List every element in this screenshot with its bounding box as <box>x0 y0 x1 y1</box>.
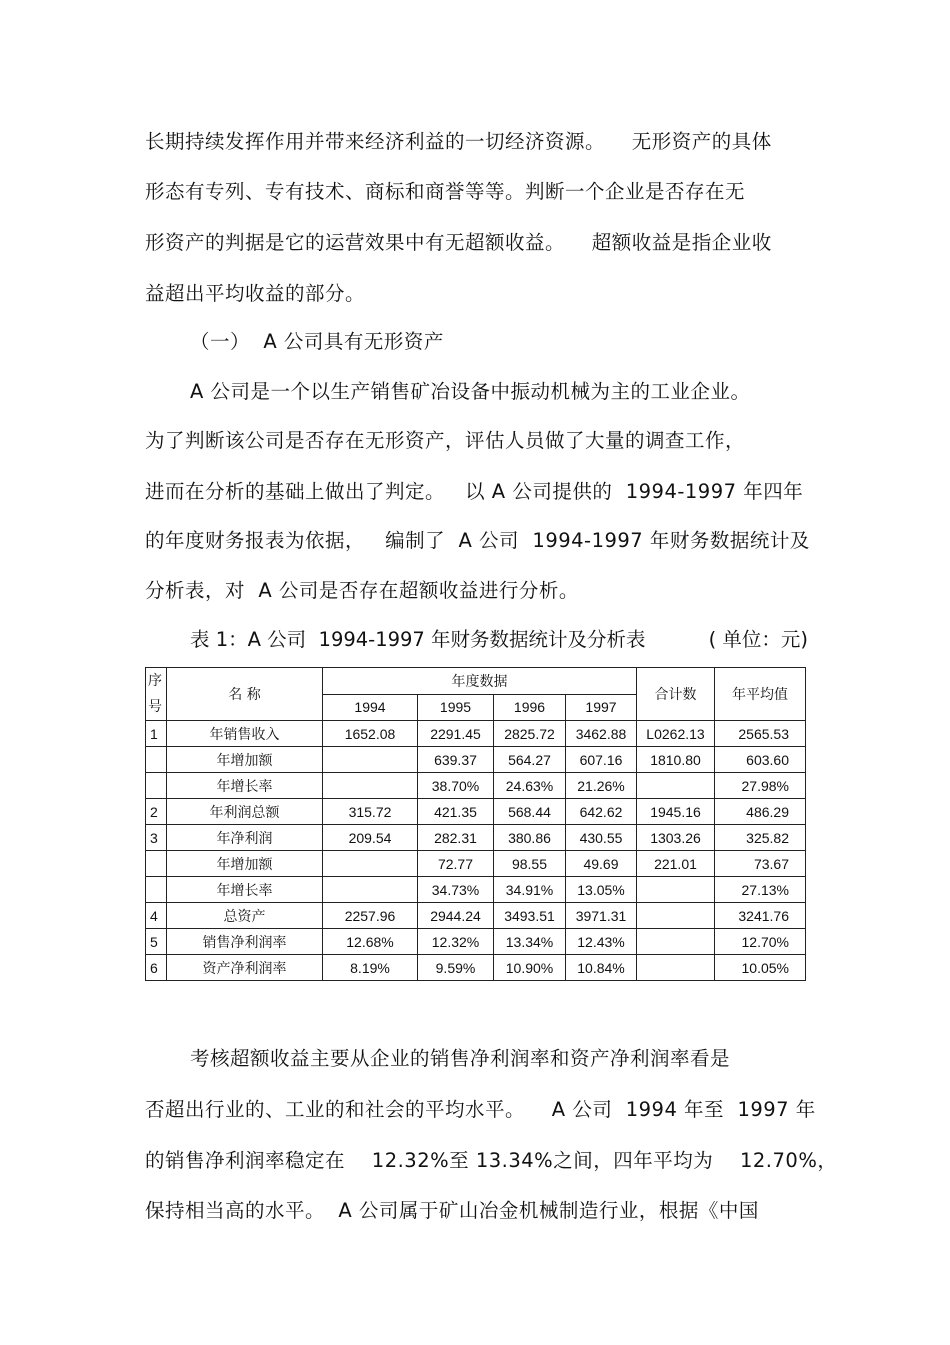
cell-1995: 12.32% <box>418 929 494 955</box>
header-year: 1996 <box>494 694 566 721</box>
cell-1997: 642.62 <box>566 799 637 825</box>
cell-total <box>637 955 715 981</box>
cell-1997: 10.84% <box>566 955 637 981</box>
row-index: 5 <box>146 929 167 955</box>
cell-average: 27.13% <box>715 877 806 903</box>
row-name: 年利润总额 <box>167 799 323 825</box>
cell-1995: 34.73% <box>418 877 494 903</box>
header-seq: 序 号 <box>146 668 167 721</box>
table-row <box>146 929 806 955</box>
row-index <box>146 851 167 877</box>
cell-1994 <box>323 877 418 903</box>
table-row <box>146 903 806 929</box>
header-year: 1994 <box>323 694 418 721</box>
cell-1994: 209.54 <box>323 825 418 851</box>
cell-1995: 639.37 <box>418 747 494 773</box>
cell-1995: 9.59% <box>418 955 494 981</box>
header-year: 1995 <box>418 694 494 721</box>
row-name: 资产净利润率 <box>167 955 323 981</box>
body-text-line: 益超出平均收益的部分。 <box>145 282 366 305</box>
cell-average: 27.98% <box>715 773 806 799</box>
cell-1997: 49.69 <box>566 851 637 877</box>
cell-1996: 2825.72 <box>494 721 566 747</box>
cell-average: 12.70% <box>715 929 806 955</box>
cell-1997: 12.43% <box>566 929 637 955</box>
cell-average: 3241.76 <box>715 903 806 929</box>
row-index: 6 <box>146 955 167 981</box>
cell-1995: 2944.24 <box>418 903 494 929</box>
cell-average: 10.05% <box>715 955 806 981</box>
body-text-line: 考核超额收益主要从企业的销售净利润率和资产净利润率看是 <box>190 1047 731 1070</box>
cell-total <box>637 929 715 955</box>
cell-1997: 13.05% <box>566 877 637 903</box>
section-heading: （一） A 公司具有无形资产 <box>190 330 444 353</box>
cell-total: 1945.16 <box>637 799 715 825</box>
table-caption: 表 1：A 公司 1994-1997 年财务数据统计及分析表 <box>190 628 646 651</box>
header-year: 1997 <box>566 694 637 721</box>
cell-average: 486.29 <box>715 799 806 825</box>
body-text-line: 长期持续发挥作用并带来经济利益的一切经济资源。 无形资产的具体 <box>145 130 772 153</box>
cell-1997: 607.16 <box>566 747 637 773</box>
cell-1995: 2291.45 <box>418 721 494 747</box>
cell-1996: 24.63% <box>494 773 566 799</box>
row-name: 年销售收入 <box>167 721 323 747</box>
header-name: 名 称 <box>167 668 323 721</box>
cell-1995: 38.70% <box>418 773 494 799</box>
row-index <box>146 877 167 903</box>
table-unit: ( 单位：元) <box>708 628 808 651</box>
cell-1996: 13.34% <box>494 929 566 955</box>
cell-total <box>637 877 715 903</box>
row-name: 销售净利润率 <box>167 929 323 955</box>
cell-1994 <box>323 747 418 773</box>
body-text-line: 否超出行业的、工业的和社会的平均水平。 A 公司 1994 年至 1997 年 <box>145 1098 816 1121</box>
cell-1994: 1652.08 <box>323 721 418 747</box>
cell-total: 1810.80 <box>637 747 715 773</box>
body-text-line: 为了判断该公司是否存在无形资产，评估人员做了大量的调查工作， <box>145 429 746 452</box>
table-row <box>146 955 806 981</box>
cell-1994: 12.68% <box>323 929 418 955</box>
row-index: 4 <box>146 903 167 929</box>
table-row <box>146 851 806 877</box>
cell-total <box>637 773 715 799</box>
cell-1996: 380.86 <box>494 825 566 851</box>
cell-1995: 282.31 <box>418 825 494 851</box>
header-years: 年度数据 <box>323 668 637 695</box>
cell-average: 2565.53 <box>715 721 806 747</box>
row-index: 1 <box>146 721 167 747</box>
row-index <box>146 773 167 799</box>
table-row <box>146 721 806 747</box>
table-row <box>146 799 806 825</box>
cell-1996: 564.27 <box>494 747 566 773</box>
table-row <box>146 773 806 799</box>
body-text-line: 进而在分析的基础上做出了判定。 以 A 公司提供的 1994-1997 年四年 <box>145 480 804 503</box>
cell-average: 73.67 <box>715 851 806 877</box>
financial-table <box>145 667 806 981</box>
body-text-line: 的年度财务报表为依据， 编制了 A 公司 1994-1997 年财务数据统计及 <box>145 529 810 552</box>
cell-1996: 10.90% <box>494 955 566 981</box>
header-average: 年平均值 <box>715 668 806 721</box>
cell-total: 1303.26 <box>637 825 715 851</box>
cell-1996: 568.44 <box>494 799 566 825</box>
row-name: 年增加额 <box>167 747 323 773</box>
row-name: 总资产 <box>167 903 323 929</box>
cell-1997: 430.55 <box>566 825 637 851</box>
table-row <box>146 747 806 773</box>
table-row <box>146 825 806 851</box>
body-text-line: 形资产的判据是它的运营效果中有无超额收益。 超额收益是指企业收 <box>145 231 772 254</box>
cell-1994 <box>323 851 418 877</box>
body-text-line: 的销售净利润率稳定在 12.32%至 13.34%之间，四年平均为 12.70%， <box>145 1149 838 1172</box>
cell-1997: 3971.31 <box>566 903 637 929</box>
cell-1996: 3493.51 <box>494 903 566 929</box>
body-text-line: 保持相当高的水平。 A 公司属于矿山冶金机械制造行业，根据《中国 <box>145 1199 759 1222</box>
row-name: 年增长率 <box>167 877 323 903</box>
body-text-line: 分析表，对 A 公司是否存在超额收益进行分析。 <box>145 579 579 602</box>
cell-1994 <box>323 773 418 799</box>
cell-total: 221.01 <box>637 851 715 877</box>
cell-1996: 34.91% <box>494 877 566 903</box>
cell-1994: 8.19% <box>323 955 418 981</box>
row-index: 2 <box>146 799 167 825</box>
header-total: 合计数 <box>637 668 715 721</box>
cell-1995: 421.35 <box>418 799 494 825</box>
cell-average: 325.82 <box>715 825 806 851</box>
row-index <box>146 747 167 773</box>
row-name: 年增加额 <box>167 851 323 877</box>
row-index: 3 <box>146 825 167 851</box>
cell-1997: 3462.88 <box>566 721 637 747</box>
cell-1995: 72.77 <box>418 851 494 877</box>
cell-total <box>637 903 715 929</box>
cell-total: L0262.13 <box>637 721 715 747</box>
body-text-line: A 公司是一个以生产销售矿冶设备中振动机械为主的工业企业。 <box>190 380 751 403</box>
cell-1994: 2257.96 <box>323 903 418 929</box>
cell-1996: 98.55 <box>494 851 566 877</box>
cell-1994: 315.72 <box>323 799 418 825</box>
row-name: 年增长率 <box>167 773 323 799</box>
cell-1997: 21.26% <box>566 773 637 799</box>
cell-average: 603.60 <box>715 747 806 773</box>
row-name: 年净利润 <box>167 825 323 851</box>
table-row <box>146 877 806 903</box>
body-text-line: 形态有专列、专有技术、商标和商誉等等。判断一个企业是否存在无 <box>145 180 746 203</box>
